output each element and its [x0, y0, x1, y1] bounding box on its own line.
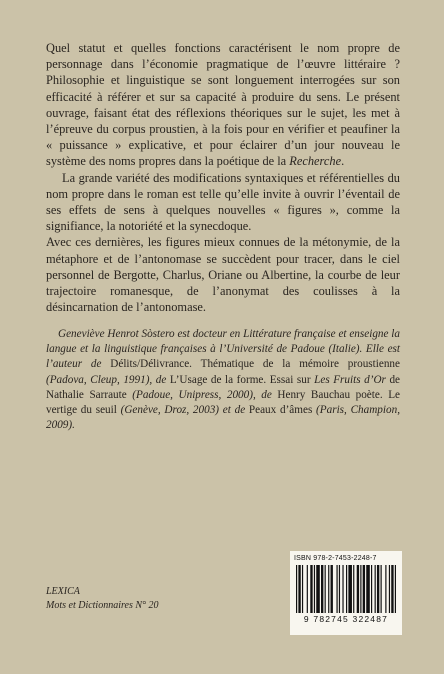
- barcode-bar: [328, 565, 329, 613]
- barcode-bar: [342, 565, 343, 613]
- barcode-bar: [360, 565, 361, 613]
- barcode-bar: [310, 565, 312, 613]
- barcode-bar: [357, 565, 359, 613]
- barcode-digits: 9 782745 322487: [303, 614, 389, 624]
- barcode-bar: [363, 565, 365, 613]
- barcode-bar: [316, 565, 320, 613]
- barcode-bar: [391, 565, 393, 613]
- barcode-bar: [339, 565, 340, 613]
- barcode-bar: [325, 565, 326, 613]
- barcode-bar: [336, 565, 337, 613]
- series-subtitle: Mots et Dictionnaires N° 20: [46, 600, 159, 611]
- barcode-bar: [307, 565, 308, 613]
- summary-paragraph-1: Quel statut et quelles fonctions caractérisent le nom propre de personnage dans l’économie pragmatique de l’œuvre littéraire ? Philosophie et linguistique se sont longuement interrogées sur son efficacité à référer et sur sa capacité à produire du sens. Le présent ouvrage, faisant état des réflexions théoriques sur le sujet, les met à l’épreuve du corpus proustien, à la fois pour en vérifier et peaufiner la « puissance » explicative, et pour éclairer d’un jour nouveau le système des noms propres dans la poétique de la Recherche.: [46, 41, 400, 169]
- author-biography: Geneviève Henrot Sòstero est docteur en Littérature française et enseigne la langue et la linguistique françaises à l’Université de Padoue (Italie). Elle est l’auteur de Délits/Délivrance. Thématique de la mémoire proustienne (Padova, Cleup, 1991), de L’Usage de la forme. Essai sur Les Fruits d’Or de Nathalie Sarraute (Padoue, Unipress, 2000), de Henry Bauchau poète. Le vertige du seuil (Genève, Droz, 2003) et de Peaux d’âmes (Paris, Champion, 2009).: [46, 328, 401, 432]
- series-imprint: [46, 585, 206, 613]
- series-name: LEXICA: [46, 586, 80, 597]
- barcode-bar: [346, 565, 347, 613]
- barcode-icon: [296, 565, 396, 613]
- barcode-label: [290, 551, 402, 635]
- summary-text: [46, 40, 400, 315]
- isbn-text: ISBN 978-2-7453-2248-7: [294, 555, 377, 562]
- barcode-bar: [366, 565, 370, 613]
- barcode-bar: [375, 565, 376, 613]
- barcode-bar: [348, 565, 352, 613]
- barcode-bar: [395, 565, 396, 613]
- summary-paragraph-3: Avec ces dernières, les figures mieux connues de la métonymie, de la métaphore et de l’antonomase se succèdent pour tracer, dans le ciel personnel de Bergotte, Charlus, Oriane ou Albertine, la courbe de leur trajectoire romanesque, de l’anonymat des coulisses à la désincarnation de l’antonomase.: [46, 235, 400, 315]
- barcode-bar: [371, 565, 372, 613]
- barcode-bar: [381, 565, 382, 613]
- barcode-bar: [321, 565, 323, 613]
- barcode-bar: [296, 565, 297, 613]
- barcode-bar: [302, 565, 303, 613]
- barcode-bar: [314, 565, 315, 613]
- barcode-bar: [389, 565, 390, 613]
- barcode-bar: [385, 565, 386, 613]
- barcode-bar: [377, 565, 379, 613]
- barcode-bar: [353, 565, 354, 613]
- barcode-bar: [298, 565, 300, 613]
- barcode-bar: [331, 565, 333, 613]
- summary-paragraph-2: La grande variété des modifications syntaxiques et référentielles du nom propre dans le roman est telle qu’elle invite à ouvrir l’éventail de ses effets de sens à quelques nouvelles « figures », comme la signifiance, la notoriété et la synecdoque.: [46, 170, 400, 234]
